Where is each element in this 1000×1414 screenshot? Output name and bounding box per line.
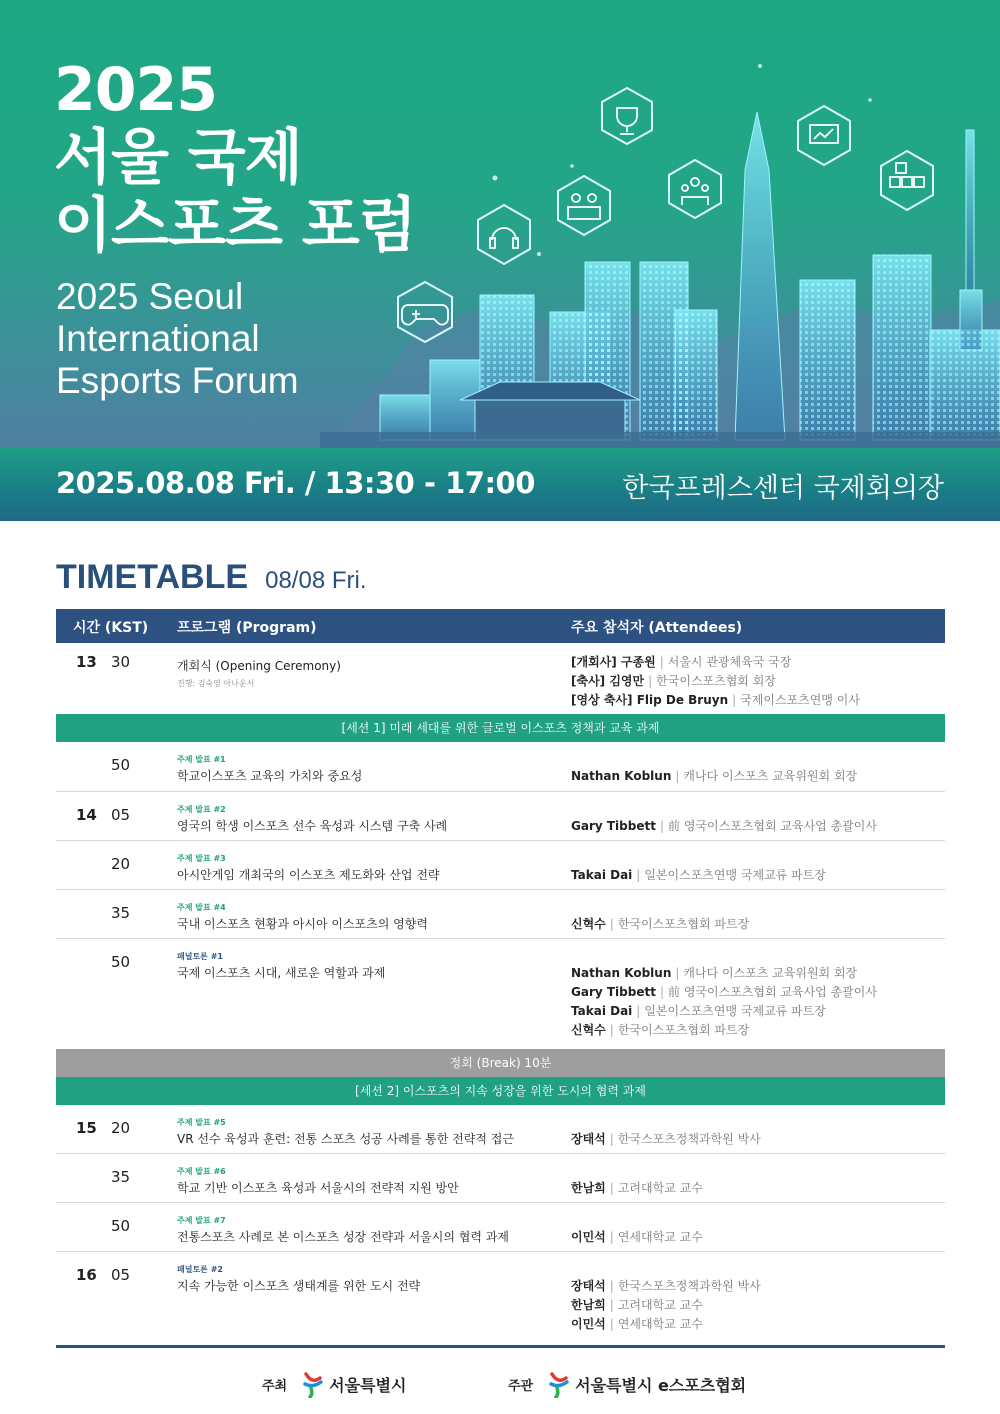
program-name: 영국의 학생 이스포츠 선수 육성과 시스템 구축 사례 (177, 819, 448, 833)
attendee: Gary Tibbett | 前 영국이스포츠협회 교육사업 총괄이사 (571, 819, 877, 833)
table-row (56, 1203, 945, 1252)
attendee: 한남희 | 고려대학교 교수 (571, 1298, 703, 1312)
program-tag: 패널토론 #1 (177, 952, 223, 961)
host-organization (262, 1370, 406, 1398)
program-name: VR 선수 육성과 훈련: 전통 스포츠 성공 사례를 통한 전략적 접근 (177, 1132, 514, 1146)
program-tag: 주제 발표 #2 (177, 805, 226, 814)
title-korean-line-1: 2025 (54, 55, 217, 125)
timetable-title: TIMETABLE (56, 558, 249, 596)
title-korean (54, 56, 474, 260)
attendee: Gary Tibbett | 前 영국이스포츠협회 교육사업 총괄이사 (571, 985, 877, 999)
program-tag: 주제 발표 #4 (177, 903, 226, 912)
row-attendees (571, 817, 941, 836)
seoul-logo-icon (547, 1370, 573, 1398)
attendee: 한남희 | 고려대학교 교수 (571, 1181, 703, 1195)
row-program (177, 1264, 557, 1294)
row-program (177, 902, 557, 932)
table-row (56, 643, 945, 714)
organizer (508, 1370, 746, 1398)
program-name: 국내 이스포츠 현황과 아시아 이스포츠의 영향력 (177, 917, 428, 931)
table-row (56, 742, 945, 792)
row-program (177, 853, 557, 883)
row-attendees (571, 1130, 941, 1149)
attendee: [영상 축사] Flip De Bruyn | 국제이스포츠연맹 이사 (571, 693, 860, 707)
timetable-date: 08/08 Fri. (265, 567, 367, 594)
row-minute: 50 (111, 1217, 131, 1235)
timetable-heading (56, 558, 367, 597)
row-program (177, 1166, 557, 1196)
trophy-icon (602, 88, 652, 144)
row-minute: 30 (111, 653, 131, 671)
table-header (56, 609, 945, 643)
row-program (177, 655, 557, 689)
row-hour: 13 (76, 653, 97, 671)
row-attendees (571, 915, 941, 934)
header-program: 프로그램 (Program) (177, 620, 317, 636)
program-name: 학교이스포츠 교육의 가치와 중요성 (177, 769, 363, 783)
row-minute: 50 (111, 756, 131, 774)
hero-banner (0, 0, 1000, 448)
title-english-line-1: 2025 Seoul (56, 276, 244, 317)
program-tag: 주제 발표 #1 (177, 755, 226, 764)
row-minute: 05 (111, 806, 131, 824)
break-banner: 정회 (Break) 10분 (56, 1049, 945, 1077)
title-english-line-2: International (56, 318, 260, 359)
program-tag: 주제 발표 #7 (177, 1216, 226, 1225)
row-hour: 15 (76, 1119, 97, 1137)
row-attendees (571, 1179, 941, 1198)
attendee: Nathan Koblun | 캐나다 이스포츠 교육위원회 회장 (571, 769, 858, 783)
row-attendees (571, 653, 941, 710)
row-program (177, 951, 557, 981)
attendee: Takai Dai | 일본이스포츠연맹 국제교류 파트장 (571, 868, 826, 882)
session-1-banner: [세션 1] 미래 세대를 위한 글로벌 이스포츠 정책과 교육 과제 (56, 714, 945, 742)
attendee: 장태석 | 한국스포츠정책과학원 박사 (571, 1132, 761, 1146)
program-name: 국제 이스포츠 시대, 새로운 역할과 과제 (177, 966, 386, 980)
program-tag: 주제 발표 #5 (177, 1118, 226, 1127)
organizer-label: 주관 (508, 1378, 534, 1394)
title-korean-line-3: 이스포츠 포럼 (54, 191, 416, 261)
row-hour: 16 (76, 1266, 97, 1284)
attendee: [개회사] 구종원 | 서울시 관광체육국 국장 (571, 655, 792, 669)
row-program (177, 1215, 557, 1245)
bottom-divider (56, 1345, 945, 1348)
timetable-table (56, 609, 945, 1331)
table-row (56, 792, 945, 841)
row-program (177, 804, 557, 834)
attendee: 이민석 | 연세대학교 교수 (571, 1317, 703, 1331)
attendee: 이민석 | 연세대학교 교수 (571, 1230, 703, 1244)
row-attendees (571, 1228, 941, 1247)
program-tag: 주제 발표 #3 (177, 854, 226, 863)
program-name: 지속 가능한 이스포츠 생태계를 위한 도시 전략 (177, 1279, 421, 1293)
program-host: 진행: 김숙영 아나운서 (177, 679, 255, 688)
session-2-banner: [세션 2] 이스포츠의 지속 성장을 위한 도시의 협력 과제 (56, 1077, 945, 1105)
date-venue-bar (0, 448, 1000, 521)
program-name: 학교 기반 이스포츠 육성과 서울시의 전략적 지원 방안 (177, 1181, 459, 1195)
table-row (56, 939, 945, 1049)
row-minute: 35 (111, 1168, 131, 1186)
event-date-time: 2025.08.08 Fri. / 13:30 - 17:00 (56, 466, 535, 500)
row-minute: 20 (111, 855, 131, 873)
row-attendees (571, 866, 941, 885)
table-row (56, 1252, 945, 1331)
program-tag: 주제 발표 #6 (177, 1167, 226, 1176)
title-english (56, 276, 416, 402)
header-attendees: 주요 참석자 (Attendees) (571, 620, 743, 636)
seoul-logo-icon (301, 1370, 327, 1398)
table-row (56, 890, 945, 939)
title-english-line-3: Esports Forum (56, 360, 299, 401)
row-program (177, 1117, 557, 1147)
row-attendees (571, 1277, 941, 1334)
attendee: 신혁수 | 한국이스포츠협회 파트장 (571, 1023, 750, 1037)
host-label: 주최 (262, 1378, 288, 1394)
program-tag: 패널토론 #2 (177, 1265, 223, 1274)
attendee: [축사] 김영만 | 한국이스포츠협회 회장 (571, 674, 776, 688)
attendee: 신혁수 | 한국이스포츠협회 파트장 (571, 917, 750, 931)
row-minute: 05 (111, 1266, 131, 1284)
attendee: Nathan Koblun | 캐나다 이스포츠 교육위원회 회장 (571, 966, 858, 980)
program-name: 개회식 (Opening Ceremony) (177, 659, 341, 673)
row-minute: 35 (111, 904, 131, 922)
program-name: 전통스포츠 사례로 본 이스포츠 성장 전략과 서울시의 협력 과제 (177, 1230, 509, 1244)
row-attendees (571, 767, 941, 786)
footer (0, 1366, 1000, 1406)
row-minute: 20 (111, 1119, 131, 1137)
title-korean-line-2: 서울 국제 (54, 123, 302, 193)
table-row (56, 1105, 945, 1154)
host-name: 서울특별시 (329, 1375, 407, 1395)
organizer-name: 서울특별시 e스포츠협회 (575, 1375, 747, 1395)
row-hour: 14 (76, 806, 97, 824)
header-time: 시간 (KST) (73, 620, 149, 636)
table-row (56, 841, 945, 890)
row-minute: 50 (111, 953, 131, 971)
attendee: 장태석 | 한국스포츠정책과학원 박사 (571, 1279, 761, 1293)
event-venue: 한국프레스센터 국제회의장 (622, 473, 944, 504)
row-program (177, 754, 557, 784)
attendee: Takai Dai | 일본이스포츠연맹 국제교류 파트장 (571, 1004, 826, 1018)
program-name: 아시안게임 개최국의 이스포츠 제도화와 산업 전략 (177, 868, 440, 882)
table-row (56, 1154, 945, 1203)
row-attendees (571, 964, 941, 1040)
